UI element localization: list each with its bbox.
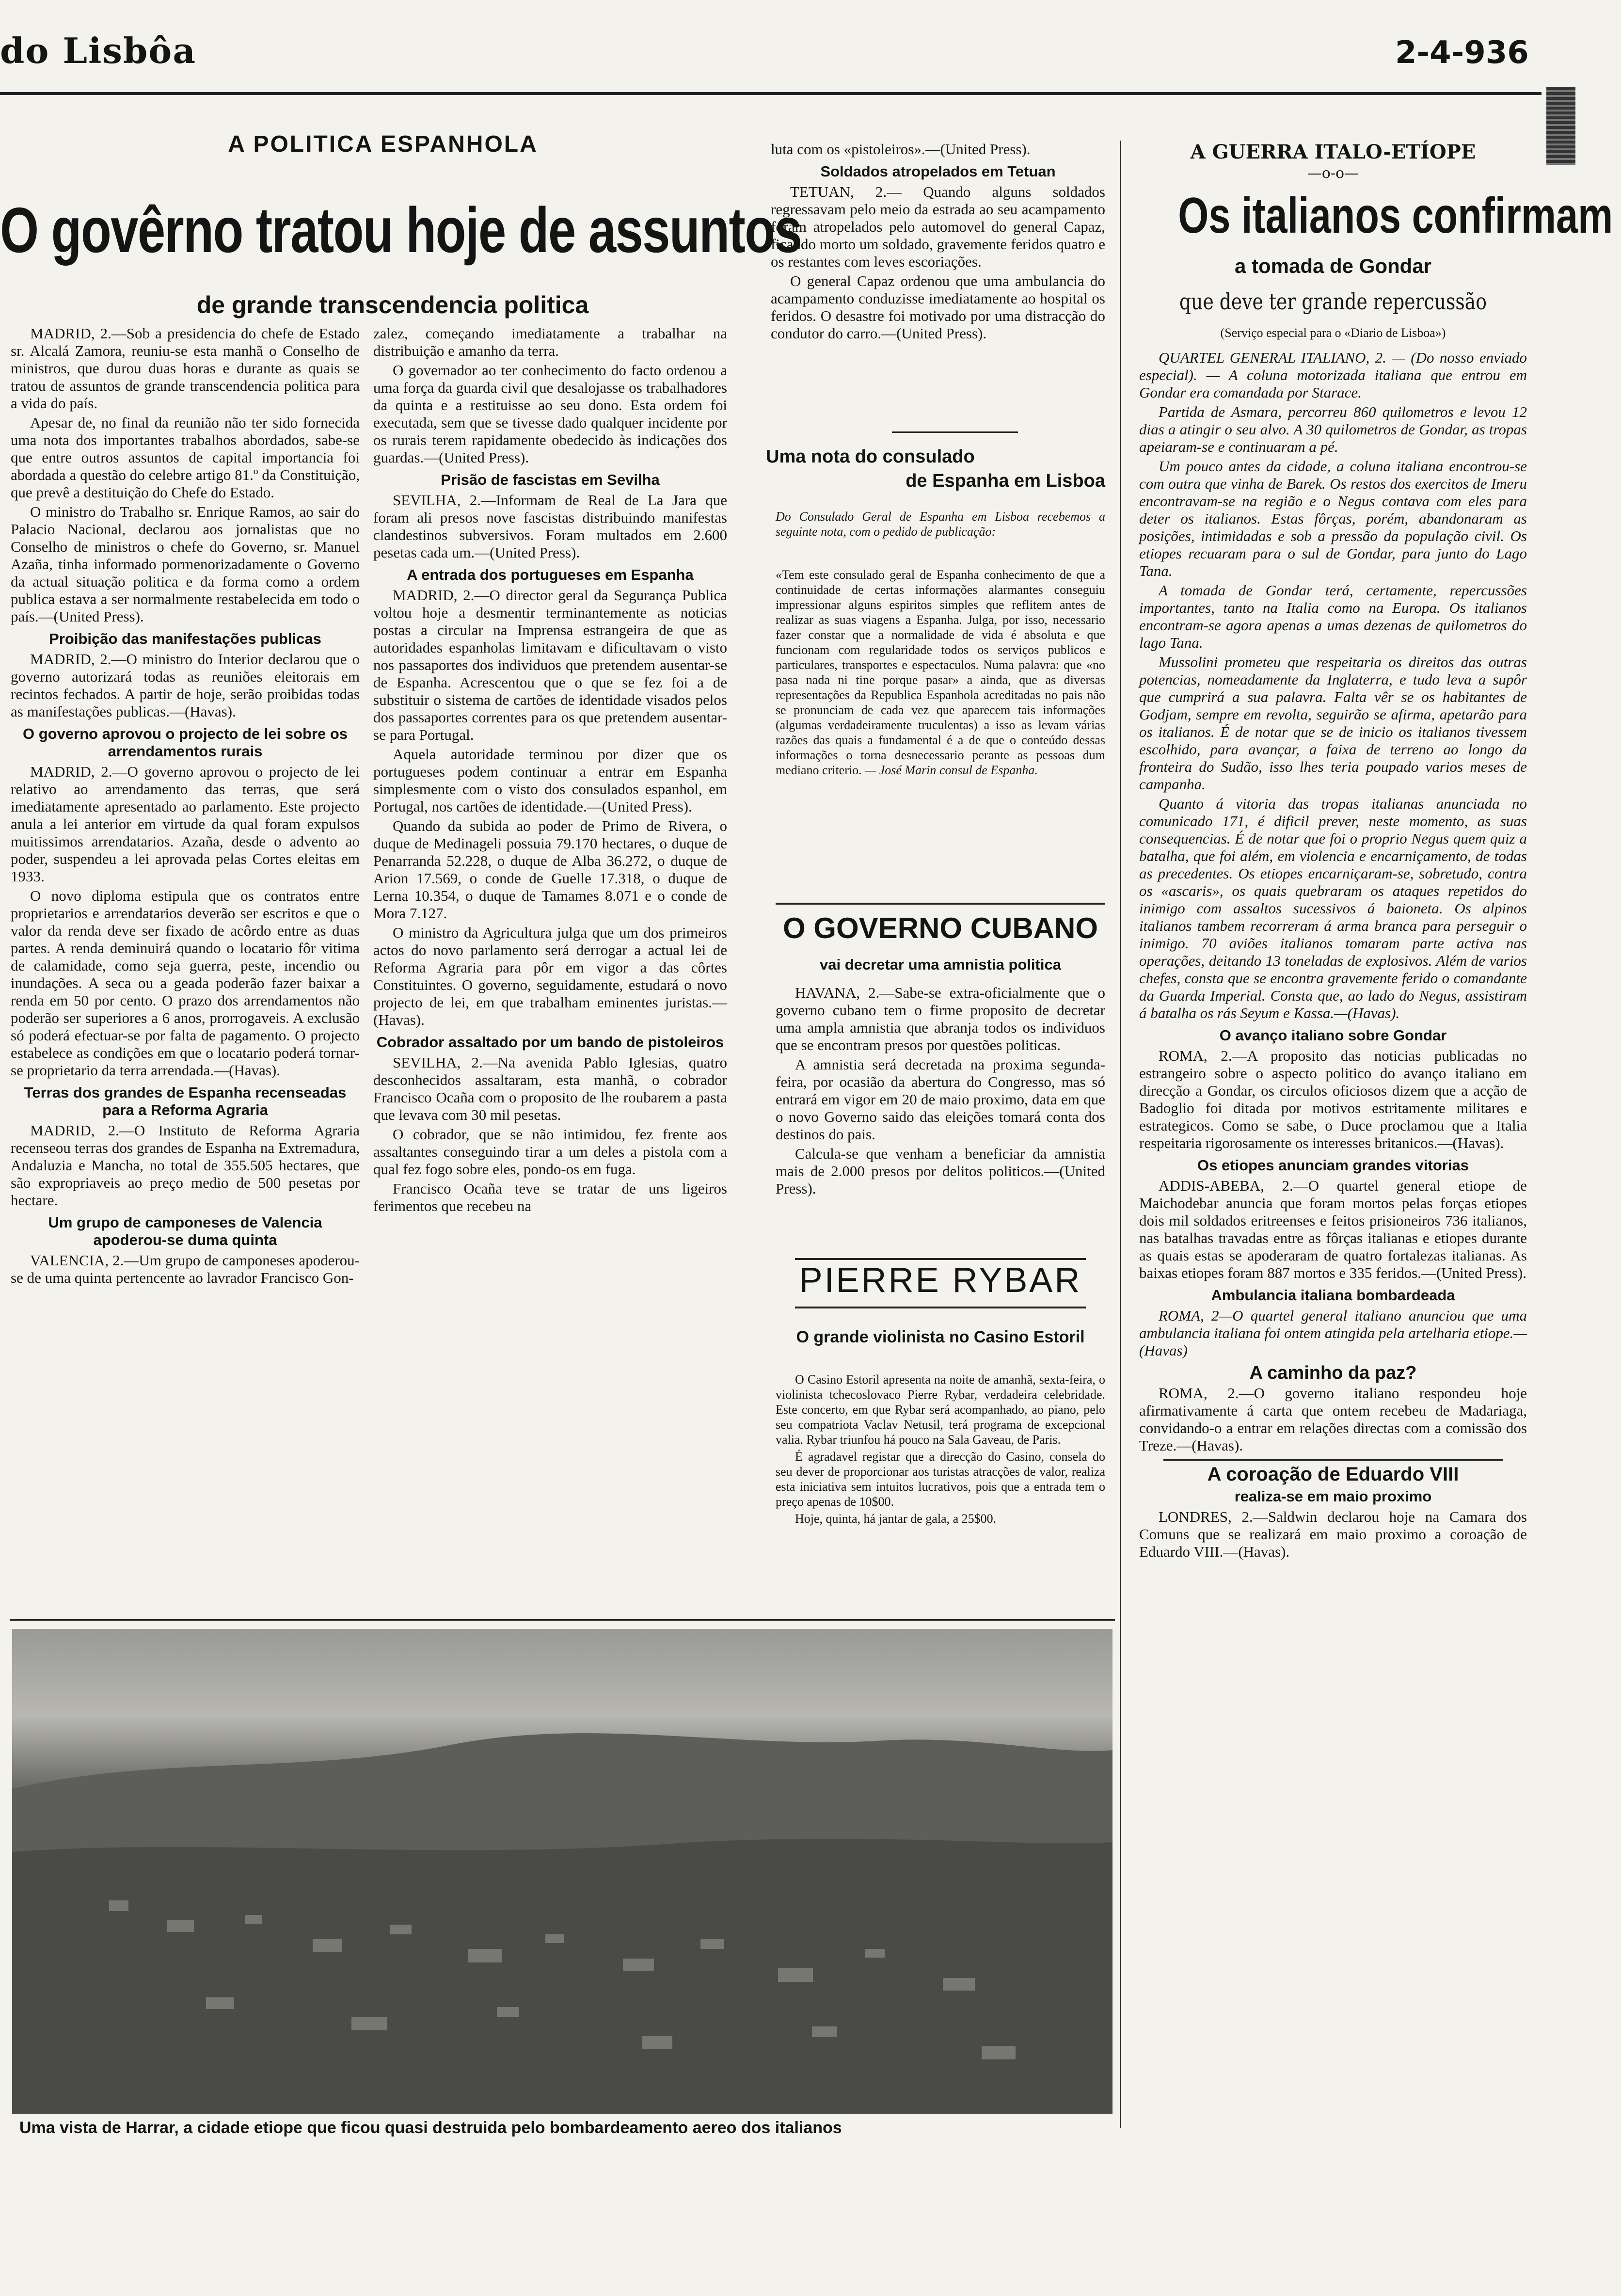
spain-para: O general Capaz ordenou que uma ambulancia do acampamento conduzisse imediatamente ao hospital os feridos. O desastre foi motivado por uma distracção do condutor do carro.—(United Press). [771, 272, 1105, 342]
italy-headline: Os italianos confirmam [1178, 188, 1613, 244]
harrar-photo-drawing [12, 1629, 1112, 2114]
italy-deck-2: que deve ter grande repercussão [1179, 288, 1487, 315]
rybar-para: O Casino Estoril apresenta na noite de amanhã, sexta-feira, o violinista tchecoslovaco Pierre Rybar, verdadeira celebridade. Este concerto, em que Rybar será acompanhado, ao piano, pelo seu compatriota Vaclav Netusil, terá programa de excepcional valia. Rybar triunfou há pouco na Sala Gaveau, de Paris. [776, 1372, 1105, 1447]
italy-para: ROMA, 2.—O governo italiano respondeu hoje afirmativamente á carta que ontem recebeu de Madariaga, convidando-o a entrar em relações directas com a comissão dos Treze.—(Havas). [1139, 1385, 1527, 1454]
italy-para: Um pouco antes da cidade, a coluna italiana encontrou-se com outra que vinha de Barek. Os restos dos exercitos de Imeru encontravam-se na região e o Negus contava com eles para deter os italianos. Estas fôrças, porém, abandonaram as posições, intimidadas e sob a pressão da população civil. Os etiopes recuaram para o sul de Gondar, para junto do Lago Tana. [1139, 458, 1527, 579]
consulado-title-1: Uma nota do consulado [766, 446, 975, 467]
consulado-body [776, 567, 1105, 778]
harrar-photo [12, 1629, 1112, 2114]
page-edge-mark [1546, 87, 1575, 165]
photo-frame-top [10, 1619, 1115, 1621]
spain-para: Apesar de, no final da reunião não ter sido fornecida uma nota dos importantes trabalhos abordados, sabe-se que entre outros assuntos de capital importancia foi abordada a questão do celebre artigo 81.º da Constituição, que prevê a destituição do Chefe do Estado. [11, 414, 360, 501]
spain-para: O ministro do Trabalho sr. Enrique Ramos, ao sair do Palacio Nacional, declarou aos jornalistas que no Conselho de ministros o chefe do Governo, sr. Manuel Azaña, tinha informado pormenorizadamente o Governo da actual situação politica e da forma como a ordem publica estava a ser normalmente restabelecida em todo o país.—(United Press). [11, 503, 360, 625]
spain-para: MADRID, 2.—O Instituto de Reforma Agraria recenseou terras dos grandes de Espanha na Extremadura, Andaluzia e Mancha, no total de 355.505 hectares, que são expropriaveis ao preço medio de 500 pesetas por hectare. [11, 1122, 360, 1209]
italy-para: ROMA, 2—O quartel general italiano anunciou que uma ambulancia italiana foi ontem atingida pela artelharia etiope.—(Havas) [1139, 1307, 1527, 1359]
consulado-intro: Do Consulado Geral de Espanha em Lisboa recebemos a seguinte nota, com o pedido de publicação: [776, 510, 1105, 539]
spain-para: O governador ao ter conhecimento do facto ordenou a uma força da guarda civil que desalojasse os trabalhadores da quinta e a restituisse ao seu dono. Esta ordem foi executada, sem que se tivesse dado qualquer incidente por os rurais terem rapidamente obedecido às indicações dos guardas.—(United Press). [373, 362, 727, 466]
town-area [12, 1839, 1112, 2114]
spain-para: SEVILHA, 2.—Informam de Real de La Jara que foram ali presos nove fascistas distribuindo manifestas clandestinos subversivos. Foram multados em 2.600 pesetas cada um.—(United Press). [373, 492, 727, 561]
italy-para: QUARTEL GENERAL ITALIANO, 2. — (Do nosso enviado especial). — A coluna motorizada italiana que entrou em Gondar era comandada por Starace. [1139, 349, 1527, 401]
italy-deck-1: a tomada de Gondar [1234, 255, 1432, 277]
spain-subhead: Prisão de fascistas em Sevilha [441, 471, 660, 488]
column-rule [1120, 141, 1121, 2128]
italy-column [1139, 349, 1527, 1563]
spain-column-3 [771, 141, 1105, 422]
masthead-rule [0, 92, 1542, 95]
italy-kicker: A GUERRA ITALO-ETÍOPE [1190, 141, 1476, 163]
spain-para: Francisco Ocaña teve se tratar de uns ligeiros ferimentos que recebeu na [373, 1180, 727, 1214]
italy-para: ROMA, 2.—A proposito das noticias publicadas no estrangeiro sobre o aspecto politico do avanço italiano em direcção a Gondar, os circulos oficiosos dizem que a acção de Badoglio foi ditada por motivos estritamente militares e estrategicos. Como se sabe, o Duce proclamou que a Italia respeitaria rigorosamente os interesses britanicos.—(Havas). [1139, 1047, 1527, 1151]
spain-subhead: Soldados atropelados em Tetuan [820, 163, 1056, 180]
spain-deck: de grande transcendencia politica [196, 291, 589, 319]
photo-caption: Uma vista de Harrar, a cidade etiope que ficou quasi destruida pelo bombardeamento aereo dos italianos [19, 2119, 842, 2137]
italy-service-note: (Serviço especial para o «Diario de Lisboa») [1220, 326, 1446, 340]
divider [776, 903, 1105, 905]
spain-para: MADRID, 2.—O ministro do Interior declarou que o governo autorizará todas as reuniões eleitorais em recintos fechados. A partir de hoje, serão proibidas todas as manifestações publicas.—(Havas). [11, 651, 360, 720]
spain-para: MADRID, 2.—Sob a presidencia do chefe de Estado sr. Alcalá Zamora, reuniu-se esta manhã o Conselho de ministros, que durou duas horas e durante as quais se tratou de assuntos de grande transcendencia politica para a vida do país. [11, 325, 360, 412]
spain-headline: O govêrno tratou hoje de assuntos [0, 194, 802, 266]
divider [892, 431, 1018, 433]
divider [795, 1258, 1086, 1260]
spain-para: O novo diploma estipula que os contratos entre proprietarios e arrendatarios deverão ser escritos e que o valor da renda deve ser fixado de acôrdo entre as duas partes. A renda deminuirá quando o locatario fôr vitima de calamidade, como seja guerra, peste, incendio ou inundações. A seca ou a geada poderão fazer baixar a renda em 50 por cento. O prazo dos arrendamentos não poderão ser superiores a 6 anos, prorrogaveis. A exclusão só poderá efectuar-se por falta de pagamento. O projecto estabelece as condições em que o locatario poderá tornar-se proprietario da terra arrendada.—(Havas). [11, 887, 360, 1079]
consulado-signature: — José Marin consul de Espanha. [865, 763, 1038, 777]
spain-subhead: O governo aprovou o projecto de lei sobre os arrendamentos rurais [22, 725, 348, 760]
spain-para: MADRID, 2.—O director geral da Segurança Publica voltou hoje a desmentir terminantemente as noticias postas a circular na Imprensa estrangeira de que as autoridades espanholas limitavam e dificultavam o visto nos passaportes dos individuos que pretendem ausentar-se de Espanha. Acrescentou que o que se fez foi a de substituir o sistema de cartões de identidade visados pelos dos passaportes correntes para os que pretendem ausentar-se para Portugal. [373, 587, 727, 743]
cuba-para: HAVANA, 2.—Sabe-se extra-oficialmente que o governo cubano tem o firme proposito de decretar uma ampla amnistia que abranja todos os individuos que se encontram presos por questões politicas. [776, 984, 1105, 1053]
spain-subhead: Proibição das manifestações publicas [49, 630, 321, 647]
spain-column-2 [373, 325, 727, 1585]
spain-subhead: Cobrador assaltado por um bando de pistoleiros [376, 1034, 724, 1051]
spain-para: zalez, começando imediatamente a trabalhar na distribuição e amanho da terra. [373, 325, 727, 359]
italy-subhead: A caminho da paz? [1249, 1363, 1417, 1383]
italy-subhead: O avanço italiano sobre Gondar [1219, 1027, 1447, 1044]
italy-para: LONDRES, 2.—Saldwin declarou hoje na Camara dos Comuns que se realizará em maio proximo a coroação de Eduardo VIII.—(Havas). [1139, 1508, 1527, 1560]
masthead-date: 2-4-936 [1395, 35, 1529, 71]
divider [1163, 1459, 1503, 1461]
cuba-body [776, 984, 1105, 1199]
rybar-para: É agradavel registar que a direcção do Casino, consela do seu dever de proporcionar aos turistas atracções de valor, realiza esta iniciativa sem intuitos lucrativos, pois que a entrada tem o preço apenas de 10$00. [776, 1450, 1105, 1509]
spain-para: SEVILHA, 2.—Na avenida Pablo Iglesias, quatro desconhecidos assaltaram, esta manhã, o cobrador Francisco Ocaña com o proposito de lhe roubarem a pasta que levava com 30 mil pesetas. [373, 1054, 727, 1123]
italy-para: Mussolini prometeu que respeitaria os direitos das outras potencias, nomeadamente da Inglaterra, e tudo leva a supôr que cumprirá a sua palavra. Falta vêr se os habitantes de Godjam, sempre em revolta, seguirão se afirma, apetarão para os italianos. É de notar que se de inicio os italianos tivessem escolhido, para avançar, a faixa de terreno ao longo da fronteira do Sudão, isso lhes teria poupado varios meses de campanha. [1139, 654, 1527, 793]
italy-para: A tomada de Gondar terá, certamente, repercussões importantes, tanto na Italia como na Europa. Os italianos encontram-se agora apenas a umas dezenas de quilometros do lago Tana. [1139, 582, 1527, 651]
spain-para: VALENCIA, 2.—Um grupo de camponeses apoderou-se de uma quinta pertencente ao lavrador Francisco Gon- [11, 1252, 360, 1286]
masthead-paper-name: do Lisbôa [0, 30, 196, 71]
consulado-text: «Tem este consulado geral de Espanha conhecimento de que a continuidade de certas informações alarmantes conseguiu impressionar alguns espiritos simples que reflitem antes de realizar as suas viagens a Espanha. Julga, por isso, necessario fazer constar que a normalidade de vida é absoluta e que funcionam com regularidade todos os serviços publicos e particulares, transportes e espectaculos. Numa palavra: que «no pasa nada ni tine porque pasar» a ainda, que as diversas representações da Republica Espanhola acreditadas no pais não se pronunciam de cada vez que aparecem tais informações (algumas verdadeiramente truculentas) a isso as levam várias razões das quais a fundamental é a de que o conteúdo dessas informações o torna desnecessario perante as pessoas dum mediano criterio. [776, 568, 1105, 777]
cuba-deck: vai decretar uma amnistia politica [820, 956, 1061, 973]
italy-subhead: Os etiopes anunciam grandes vitorias [1197, 1157, 1469, 1174]
rybar-body [776, 1372, 1105, 1528]
spain-subhead: A entrada dos portugueses em Espanha [407, 566, 694, 583]
cuba-para: A amnistia será decretada na proxima segunda-feira, por ocasião da abertura do Congresso, mas só entrará em vigor em 20 de maio proximo, data em que o novo Governo saido das eleições tomará conta dos destinos do pais. [776, 1056, 1105, 1143]
spain-para: Aquela autoridade terminou por dizer que os portugueses podem continuar a entrar em Espanha simplesmente com o visto dos consulados espanhol, em Portugal, nos cartões de identidade.—(United Press). [373, 746, 727, 815]
italy-subhead: Ambulancia italiana bombardeada [1211, 1287, 1455, 1304]
consulado-title-2: de Espanha em Lisboa [906, 471, 1105, 491]
ornament: —o‑o— [1307, 165, 1359, 182]
spain-para: TETUAN, 2.— Quando alguns soldados regressavam pelo meio da estrada ao seu acampamento foram atropelados pelo automovel do general Capaz, ficando morto um soldado, gravemente feridos quatro e os restantes com leves escoriações. [771, 183, 1105, 270]
divider [795, 1307, 1086, 1308]
cuba-headline: O GOVERNO CUBANO [782, 912, 1098, 944]
spain-para: O ministro da Agricultura julga que um dos primeiros actos do novo parlamento será derrogar a actual lei de Reforma Agraria para pôr em vigor a das côrtes Constituintes. O governo, seguidamente, estudará o novo projecto de lei, em que trabalham eminentes juristas.—(Havas). [373, 924, 727, 1028]
italy-para: Quanto á vitoria das tropas italianas anunciada no comunicado 171, é dificil prever, neste momento, as suas consequencias. É de notar que foi o proprio Negus quem quiz a batalha, que foi além, em violencia e encarniçamento, de todas as precedentes. Os etiopes encarniçaram-se, sobretudo, contra os «ascaris», os quais quebraram os ataques repetidos do inimigo com assaltos sucessivos á baioneta. Os alpinos italianos tambem recorreram á arma branca para perseguir o inimigo. 70 aviões italianos tomaram parte activa nas operações, deitando 13 toneladas de explosivos. Além de varios chefes, consta que se encontra gravemente ferido o comandante da Guarda Imperial. Consta que, ao lado do Negus, assistiram á batalha os rás Seyum e Kassa.—(Havas). [1139, 795, 1527, 1021]
spain-para: O cobrador, que se não intimidou, fez frente aos assaltantes conseguindo tirar a um deles a pistola com a qual fez fogo sobre eles, pondo-os em fuga. [373, 1126, 727, 1178]
rybar-headline: PIERRE RYBAR [799, 1261, 1082, 1300]
spain-para: Quando da subida ao poder de Primo de Rivera, o duque de Medinageli possuia 79.170 hectares, o duque de Penarranda 52.228, o duque de Alba 36.272, o duque de Arion 17.569, o conde de Guelle 17.318, o duque de Lerna 10.354, o duque de Tamames 8.071 e o conde de Mora 7.127. [373, 817, 727, 922]
italy-subhead-deck: realiza-se em maio proximo [1234, 1488, 1432, 1505]
spain-subhead: Um grupo de camponeses de Valencia apoderou-se duma quinta [48, 1214, 322, 1248]
italy-para: ADDIS-ABEBA, 2.—O quartel general etiope de Maichodebar anuncia que foram mortos pelas forças etiopes dois mil soldados eritreenses e feitos prisioneiros 736 italianos, nas batalhas travadas entre as fôrças italianas e etiopes durante as quais estas se apoderaram de quatro fortalezas italianas. As baixas etiopes foram 887 mortos e 335 feridos.—(United Press). [1139, 1177, 1527, 1281]
spain-para: luta com os «pistoleiros».—(United Press). [771, 141, 1031, 158]
rybar-para: Hoje, quinta, há jantar de gala, a 25$00. [795, 1512, 997, 1526]
spain-para: MADRID, 2.—O governo aprovou o projecto de lei relativo ao arrendamento das terras, que será imediatamente apresentado ao parlamento. Este projecto anula a lei anterior em virtude da qual foram expulsos muitissimos arrendatarios. Azaña, desde o advento ao poder, suspendeu a lei aprovada pelas Cortes eleitas em 1933. [11, 763, 360, 885]
cuba-para: Calcula-se que venham a beneficiar da amnistia mais de 2.000 presos por delitos politicos.—(United Press). [776, 1145, 1105, 1197]
spain-kicker: A POLITICA ESPANHOLA [228, 131, 538, 157]
italy-para: Partida de Asmara, percorreu 860 quilometros e levou 12 dias a atingir o seu alvo. A 30 quilometros de Gondar, as tropas apeiaram-se e continuaram a pé. [1139, 403, 1527, 455]
spain-subhead: Terras dos grandes de Espanha recenseadas para a Reforma Agraria [24, 1084, 347, 1118]
italy-subhead: A coroação de Eduardo VIII [1207, 1464, 1459, 1485]
spain-column-1 [11, 325, 360, 1585]
rybar-deck: O grande violinista no Casino Estoril [796, 1328, 1085, 1346]
